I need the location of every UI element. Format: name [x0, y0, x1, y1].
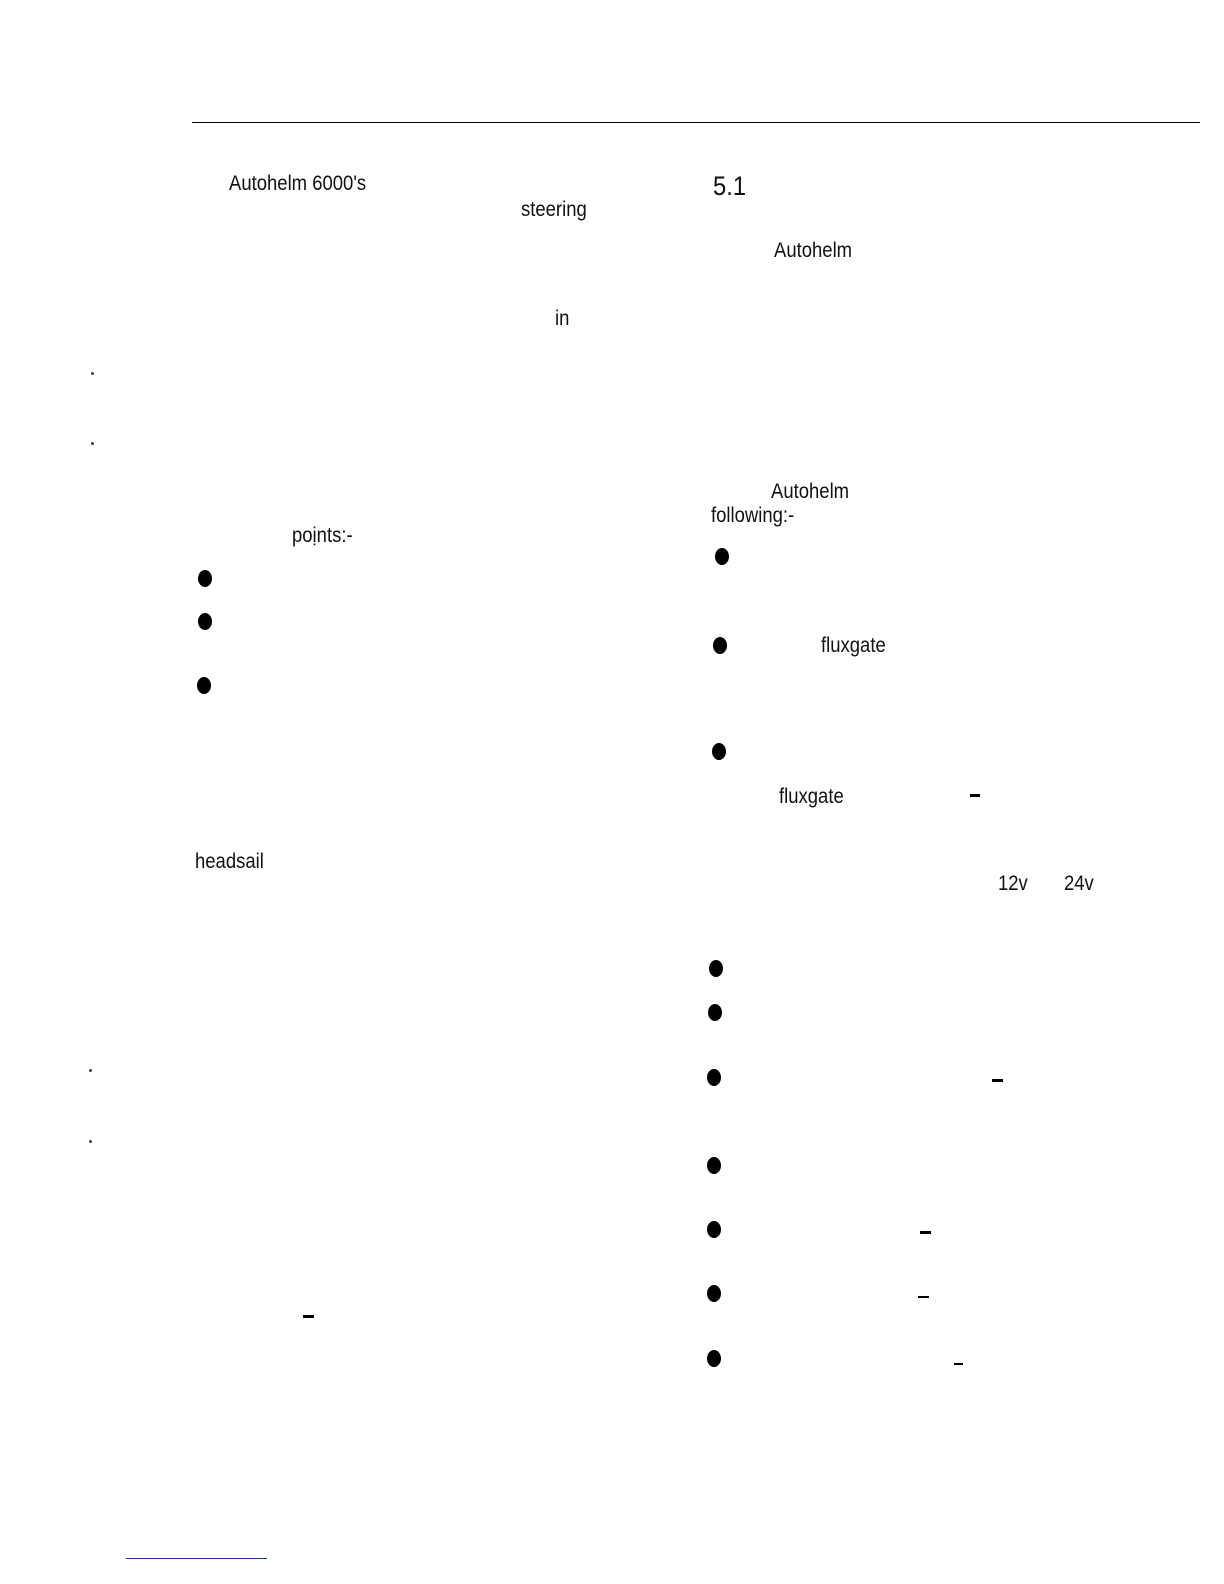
bullet-icon [707, 1069, 721, 1086]
text-12v: 12v [998, 872, 1028, 895]
dash-mark [303, 1315, 314, 1318]
section-number: 5.1 [713, 171, 747, 201]
dash-mark [920, 1231, 931, 1234]
text-fluxgate: fluxgate [779, 785, 844, 808]
dash-mark [954, 1363, 963, 1365]
margin-mark [91, 442, 94, 445]
bullet-icon [197, 677, 211, 694]
bullet-icon [709, 960, 723, 977]
text-autohelm-6000s: Autohelm 6000's [229, 172, 367, 195]
bullet-icon [712, 743, 726, 760]
bullet-icon [707, 1157, 721, 1174]
bullet-icon [708, 1004, 722, 1021]
bullet-icon [715, 548, 729, 565]
bullet-icon [707, 1221, 721, 1238]
margin-mark [91, 372, 94, 375]
bullet-icon [198, 613, 212, 630]
bullet-icon [713, 637, 727, 654]
text-following: following:- [711, 504, 795, 527]
text-autohelm: Autohelm [774, 239, 853, 262]
text-in: in [555, 307, 570, 330]
text-headsail: headsail [195, 850, 264, 873]
dash-mark [918, 1296, 929, 1298]
margin-mark [89, 1069, 92, 1072]
footer-link-underline [126, 1558, 267, 1559]
bullet-icon [707, 1350, 721, 1367]
margin-mark [89, 1140, 92, 1143]
text-steering: steering [521, 198, 587, 221]
bullet-icon [198, 570, 212, 587]
text-24v: 24v [1064, 872, 1094, 895]
dash-mark [992, 1079, 1003, 1082]
text-fluxgate: fluxgate [821, 634, 886, 657]
text-autohelm: Autohelm [771, 480, 850, 503]
header-rule [192, 122, 1200, 123]
dash-mark [970, 794, 980, 797]
bullet-icon [707, 1285, 721, 1302]
text-points: poịnts:- [292, 524, 353, 547]
